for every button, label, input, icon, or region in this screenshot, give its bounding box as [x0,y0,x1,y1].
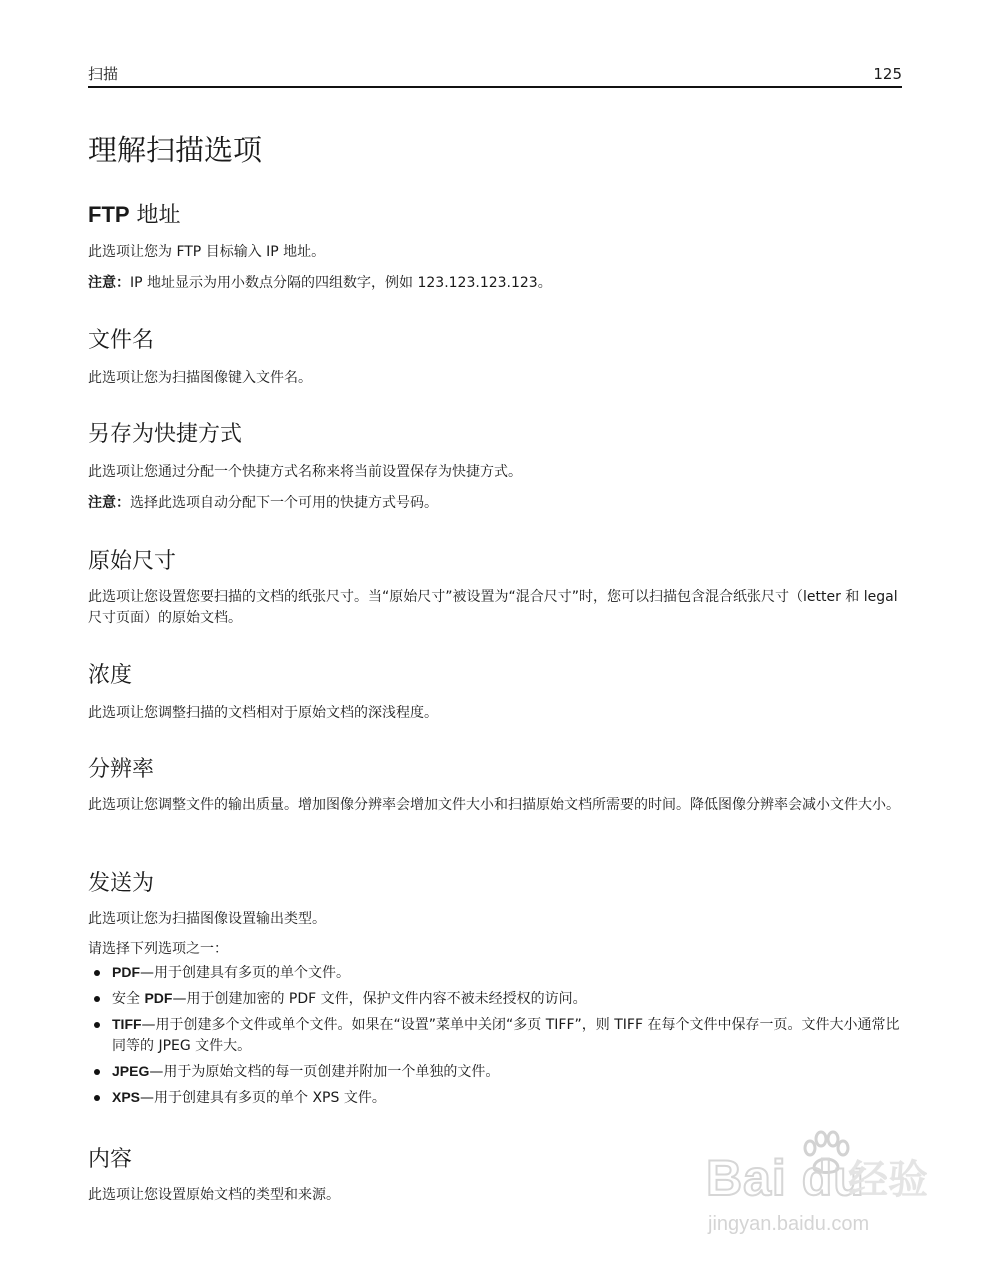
heading-resolution: 分辨率 [88,757,155,782]
shortcut-note [88,493,902,514]
ftp-note-label: 注意： [88,275,130,291]
list-item-term: JPEG [112,1063,150,1079]
list-item [88,1061,902,1083]
heading-ftp-rest: 地址 [129,203,181,228]
heading-darkness: 浓度 [88,663,133,688]
list-item-term: PDF [144,990,173,1006]
list-item-text: —用于创建多个文件或单个文件。如果在“设置”菜单中关闭“多页 TIFF”，则 TIFF 在每个文件中保存一页。文件大小通常比同等的 JPEG 文件大。 [112,1017,900,1054]
heading-ftp-bold: FTP [88,202,130,227]
heading-original-size: 原始尺寸 [88,549,177,574]
bullet-icon [94,1069,100,1075]
baidu-watermark [700,1130,940,1240]
shortcut-description: 此选项让您通过分配一个快捷方式名称来将当前设置保存为快捷方式。 [88,464,522,480]
list-item-text: —用于创建具有多页的单个 XPS 文件。 [140,1090,386,1106]
heading-ftp-address [88,200,181,231]
heading-filename: 文件名 [88,328,155,353]
page-number: 125 [873,65,902,83]
resolution-description: 此选项让您调整文件的输出质量。增加图像分辨率会增加文件大小和扫描原始文档所需要的时间。降低图像分辨率会减小文件大小。 [88,797,900,813]
list-item [88,988,902,1010]
list-item-text: —用于创建具有多页的单个文件。 [140,965,350,981]
ftp-description: 此选项让您为 FTP 目标输入 IP 地址。 [88,244,326,260]
watermark-logo-text: Bai du [706,1150,865,1206]
send-as-options-list [88,962,902,1113]
bullet-icon [94,996,100,1002]
heading-content: 内容 [88,1147,133,1172]
list-item-text: —用于为原始文档的每一页创建并附加一个单独的文件。 [149,1064,500,1080]
watermark-cn-text: 经验 [848,1157,928,1203]
list-item [88,962,902,984]
list-item-term: PDF [112,964,140,980]
list-item [88,1087,902,1109]
list-item-prefix: 安全 [112,991,145,1007]
heading-send-as: 发送为 [88,871,155,896]
document-page [88,0,902,1280]
send-as-description: 此选项让您为扫描图像设置输出类型。 [88,911,326,927]
ftp-note [88,273,902,294]
darkness-description: 此选项让您调整扫描的文档相对于原始文档的深浅程度。 [88,705,438,721]
header-section-title: 扫描 [88,65,119,83]
content-description: 此选项让您设置原始文档的类型和来源。 [88,1187,340,1203]
filename-description: 此选项让您为扫描图像键入文件名。 [88,370,312,386]
watermark-url: jingyan.baidu.com [708,1213,870,1235]
list-item-term: XPS [112,1089,141,1105]
page-header [88,64,902,88]
list-item-text: —用于创建加密的 PDF 文件，保护文件内容不被未经授权的访问。 [172,991,587,1007]
shortcut-note-text: 选择此选项自动分配下一个可用的快捷方式号码。 [130,495,438,511]
list-item-term: TIFF [112,1016,142,1032]
shortcut-note-label: 注意： [88,495,130,511]
list-item [88,1014,902,1057]
bullet-icon [94,970,100,976]
send-as-choose: 请选择下列选项之一： [88,941,228,957]
bullet-icon [94,1022,100,1028]
original-size-description: 此选项让您设置您要扫描的文档的纸张尺寸。当“原始尺寸”被设置为“混合尺寸”时，您可以扫描包含混合纸张尺寸（letter 和 legal 尺寸页面）的原始文档。 [88,589,898,626]
heading-save-shortcut: 另存为快捷方式 [88,422,243,447]
ftp-note-text: IP 地址显示为用小数点分隔的四组数字，例如 123.123.123.123。 [130,275,552,291]
bullet-icon [94,1095,100,1101]
page-title: 理解扫描选项 [88,133,263,167]
